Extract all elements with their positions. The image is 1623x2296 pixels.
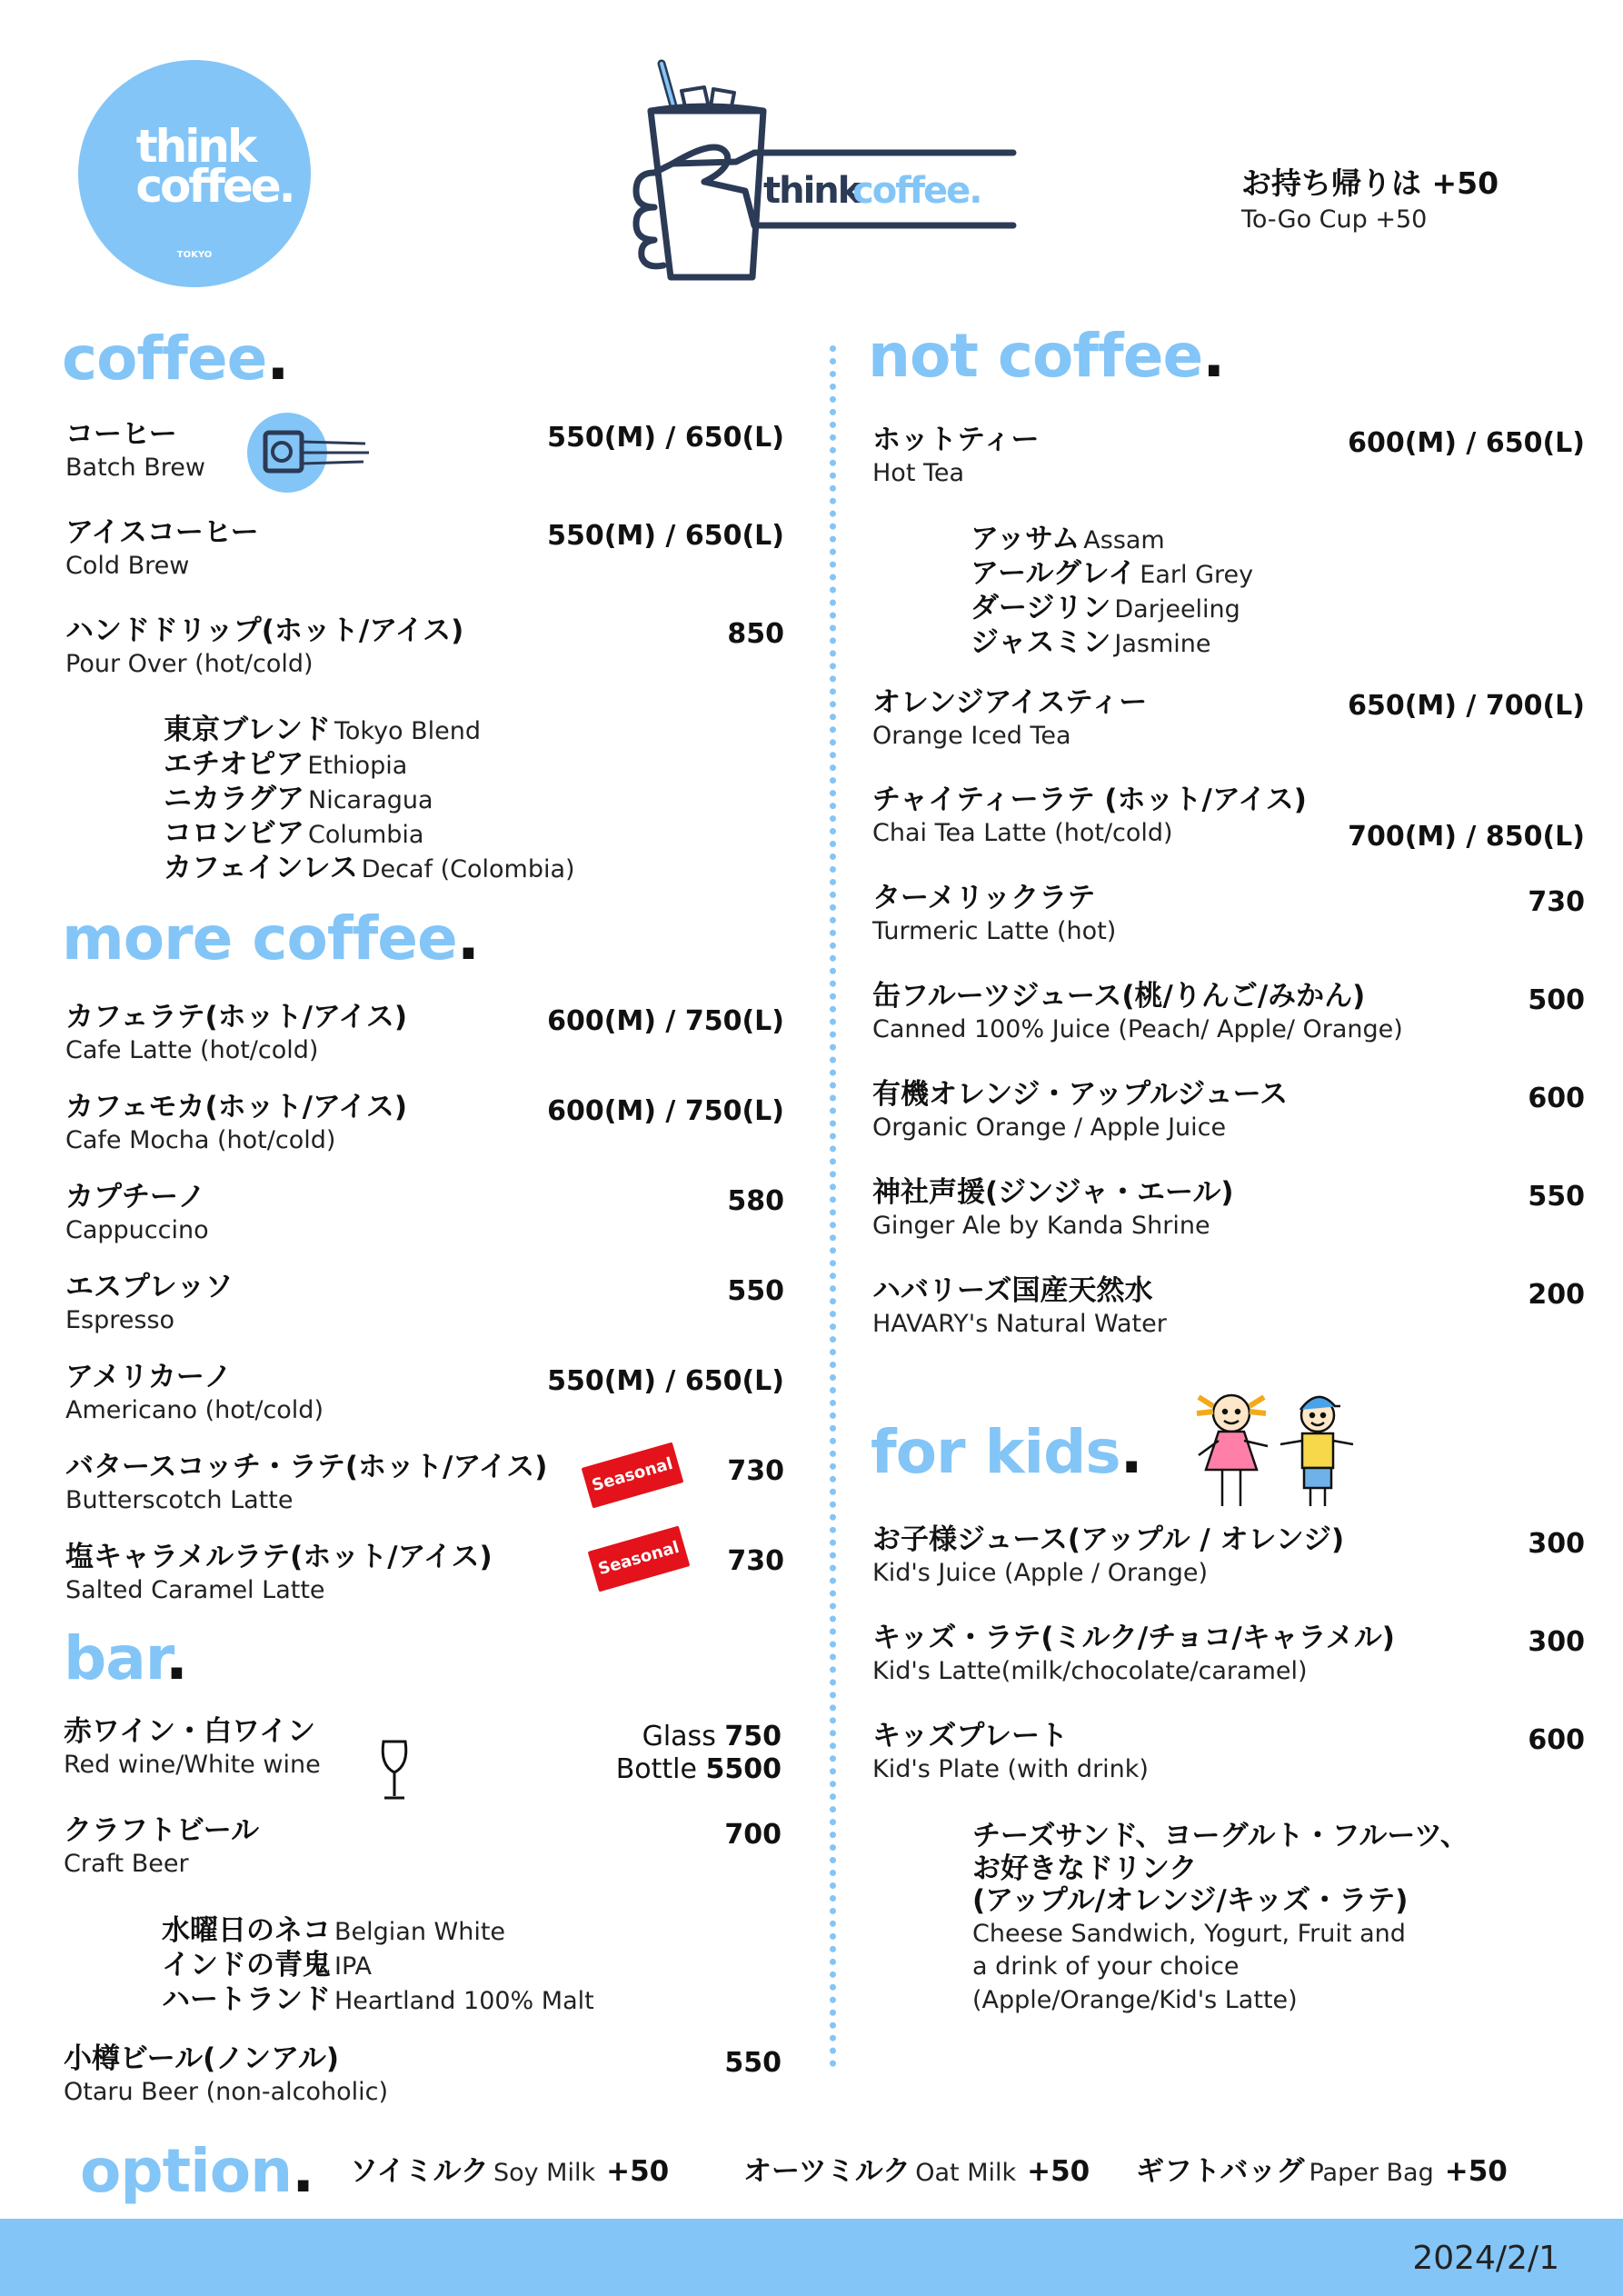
menu-item-pour-over: ハンドドリップ(ホット/アイス) Pour Over (hot/cold) xyxy=(65,614,464,679)
price-cafe-mocha: 600(M) / 750(L) xyxy=(547,1095,784,1127)
menu-item-orange-iced-tea: オレンジアイスティー Orange Iced Tea xyxy=(872,686,1148,751)
seasonal-badge: Seasonal xyxy=(582,1442,684,1509)
menu-item-kids-latte: キッズ・ラテ(ミルク/チョコ/キャラメル) Kid's Latte(milk/chocolate/caramel) xyxy=(872,1622,1395,1686)
price-wine-glass: Glass 750 xyxy=(642,1721,782,1752)
menu-item-cold-brew: アイスコーヒー Cold Brew xyxy=(65,516,259,581)
menu-item-butterscotch-latte: バタースコッチ・ラテ(ホット/アイス) Butterscotch Latte xyxy=(65,1451,548,1515)
menu-item-americano: アメリカーノ Americano (hot/cold) xyxy=(65,1361,324,1425)
price-wine-bottle: Bottle 5500 xyxy=(615,1753,782,1785)
price-pour-over: 850 xyxy=(727,618,784,650)
wine-glass-icon xyxy=(376,1738,413,1803)
price-salted-caramel-latte: 730 xyxy=(727,1545,784,1577)
menu-item-hot-tea: ホットティー Hot Tea xyxy=(872,424,1040,488)
section-heading-more-coffee: more coffee. xyxy=(62,903,479,973)
coffee-cup-icon xyxy=(245,411,373,494)
price-ginger-ale: 550 xyxy=(1528,1181,1585,1213)
bean-list xyxy=(164,716,575,889)
center-logo-coffee: coffee. xyxy=(852,170,981,212)
price-kids-plate: 600 xyxy=(1528,1724,1585,1756)
menu-item-wine: 赤ワイン・白ワイン Red wine/White wine xyxy=(64,1715,321,1780)
price-butterscotch-latte: 730 xyxy=(727,1455,784,1487)
section-heading-bar: bar. xyxy=(64,1623,187,1693)
price-kids-juice: 300 xyxy=(1528,1528,1585,1560)
price-hot-tea: 600(M) / 650(L) xyxy=(1348,427,1585,459)
tea-option: アールグレイ Earl Grey xyxy=(971,557,1254,590)
menu-date: 2024/2/1 xyxy=(1412,2240,1559,2277)
price-kids-latte: 300 xyxy=(1528,1626,1585,1658)
tea-option: ジャスミン Jasmine xyxy=(971,626,1211,659)
kids-plate-description: チーズサンド、ヨーグルト・フルーツ、 お好きなドリンク (アップル/オレンジ/キッズ・ラテ) Cheese Sandwich, Yogurt, Fruit and a drink of your choice (Apple/Orange/Kid's Latte) xyxy=(972,1820,1469,2014)
beer-option: インドの青鬼 IPA xyxy=(162,1949,372,1982)
section-heading-option: option. xyxy=(80,2136,314,2206)
hand-cup-logo-icon xyxy=(618,55,1045,291)
price-chai-tea-latte: 700(M) / 850(L) xyxy=(1348,821,1585,853)
price-batch-brew: 550(M) / 650(L) xyxy=(547,422,784,454)
menu-item-cafe-latte: カフェラテ(ホット/アイス) Cafe Latte (hot/cold) xyxy=(65,1001,408,1065)
tea-option: アッサム Assam xyxy=(971,523,1165,555)
logo-line-coffee: coffee. xyxy=(135,160,294,213)
price-cafe-latte: 600(M) / 750(L) xyxy=(547,1005,784,1037)
section-heading-for-kids: for kids. xyxy=(871,1417,1142,1487)
menu-item-batch-brew: コーヒー Batch Brew xyxy=(65,418,205,483)
kids-illustration-icon xyxy=(1186,1386,1359,1513)
price-orange-iced-tea: 650(M) / 700(L) xyxy=(1348,690,1585,722)
bean-option: コロンビア Columbia xyxy=(164,817,424,850)
price-turmeric-latte: 730 xyxy=(1528,886,1585,918)
logo-line-think: think xyxy=(135,120,255,173)
price-americano: 550(M) / 650(L) xyxy=(547,1365,784,1397)
option-oat-milk: オーツミルク Oat Milk +50 xyxy=(743,2155,1090,2188)
price-canned-juice: 500 xyxy=(1528,984,1585,1016)
footer-bar xyxy=(0,2219,1623,2296)
column-divider xyxy=(830,345,836,2068)
seasonal-badge: Seasonal xyxy=(588,1526,691,1592)
menu-item-espresso: エスプレッソ Espresso xyxy=(65,1271,234,1335)
menu-item-craft-beer: クラフトビール Craft Beer xyxy=(64,1814,260,1879)
menu-item-kids-juice: お子様ジュース(アップル / オレンジ) Kid's Juice (Apple / Orange) xyxy=(872,1523,1345,1588)
togo-en: To-Go Cup +50 xyxy=(1241,205,1428,234)
menu-item-ginger-ale: 神社声援(ジンジャ・エール) Ginger Ale by Kanda Shrine xyxy=(872,1176,1234,1241)
tea-list xyxy=(971,525,1253,664)
beer-option: 水曜日のネコ Belgian White xyxy=(162,1914,506,1947)
togo-jp: お持ち帰りは +50 xyxy=(1241,165,1499,201)
menu-item-cafe-mocha: カフェモカ(ホット/アイス) Cafe Mocha (hot/cold) xyxy=(65,1091,408,1155)
price-cappuccino: 580 xyxy=(727,1185,784,1217)
beer-option: ハートランド Heartland 100% Malt xyxy=(162,1983,594,2016)
bean-option: ニカラグア Nicaragua xyxy=(164,783,433,815)
bean-option: 東京ブレンド Tokyo Blend xyxy=(164,714,482,746)
menu-item-organic-juice: 有機オレンジ・アップルジュース Organic Orange / Apple Juice xyxy=(872,1078,1289,1143)
menu-item-salted-caramel-latte: 塩キャラメルラテ(ホット/アイス) Salted Caramel Latte xyxy=(65,1541,493,1605)
togo-note xyxy=(1241,165,1499,235)
menu-item-natural-water: ハバリーズ国産天然水 HAVARY's Natural Water xyxy=(872,1274,1167,1339)
menu-item-turmeric-latte: ターメリックラテ Turmeric Latte (hot) xyxy=(872,882,1117,946)
center-logo-think: think xyxy=(763,170,861,212)
option-soy-milk: ソイミルク Soy Milk +50 xyxy=(350,2155,670,2188)
bean-option: エチオピア Ethiopia xyxy=(164,748,408,781)
menu-item-chai-tea-latte: チャイティーラテ (ホット/アイス) Chai Tea Latte (hot/cold) xyxy=(872,784,1307,848)
brand-logo xyxy=(78,60,311,287)
price-cold-brew: 550(M) / 650(L) xyxy=(547,520,784,552)
beer-list xyxy=(162,1914,594,2021)
logo-city: TOKYO xyxy=(176,250,213,260)
menu-item-canned-juice: 缶フルーツジュース(桃/りんご/みかん) Canned 100% Juice (Peach/ Apple/ Orange) xyxy=(872,980,1403,1044)
bean-option: カフェインレス Decaf (Colombia) xyxy=(164,852,575,884)
price-otaru-beer: 550 xyxy=(724,2047,782,2079)
menu-item-otaru-beer: 小樽ビール(ノンアル) Otaru Beer (non-alcoholic) xyxy=(64,2042,389,2107)
section-heading-not-coffee: not coffee. xyxy=(868,321,1225,391)
menu-item-kids-plate: キッズプレート Kid's Plate (with drink) xyxy=(872,1720,1149,1784)
price-craft-beer: 700 xyxy=(724,1819,782,1851)
price-natural-water: 200 xyxy=(1528,1279,1585,1311)
price-espresso: 550 xyxy=(727,1275,784,1307)
price-organic-juice: 600 xyxy=(1528,1083,1585,1114)
section-heading-coffee: coffee. xyxy=(62,324,289,394)
option-paper-bag: ギフトバッグ Paper Bag +50 xyxy=(1136,2155,1508,2188)
menu-item-cappuccino: カプチーノ Cappuccino xyxy=(65,1181,209,1245)
tea-option: ダージリン Darjeeling xyxy=(971,592,1240,624)
